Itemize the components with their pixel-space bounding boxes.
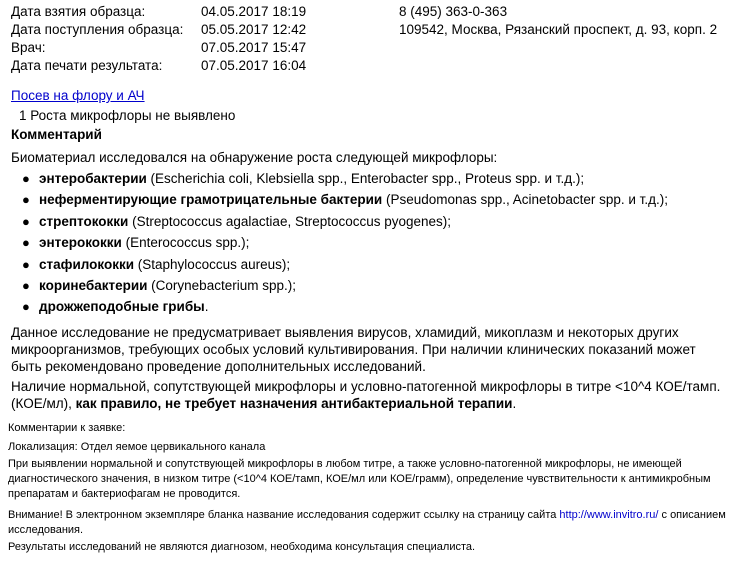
header-value: 07.05.2017 16:04 bbox=[201, 58, 307, 73]
interpretation-emphasis: как правило, не требует назначения антибактериальной терапии bbox=[75, 396, 513, 411]
test-name-link[interactable]: Посев на флору и АЧ bbox=[11, 88, 145, 103]
test-result: 1 Роста микрофлоры не выявлено bbox=[19, 108, 236, 123]
header-label: Дата взятия образца: bbox=[11, 4, 146, 19]
header-label: Дата поступления образца: bbox=[11, 22, 184, 37]
interpretation-paragraph bbox=[11, 378, 726, 412]
microflora-name: энтерококки bbox=[39, 235, 122, 251]
disclaimer: Результаты исследований не являются диагнозом, необходима консультация специалиста. bbox=[8, 541, 476, 553]
comment-heading: Комментарий bbox=[11, 127, 102, 142]
microflora-examples: (Enterococcus spp.); bbox=[121, 235, 250, 251]
microflora-examples: (Pseudomonas spp., Acinetobacter spp. и т.д.); bbox=[382, 192, 668, 208]
interpretation-end: . bbox=[512, 396, 517, 411]
header-label: Врач: bbox=[11, 40, 46, 55]
bullet-icon: ● bbox=[22, 277, 30, 293]
electronic-form-warning bbox=[8, 508, 728, 538]
header-label: Дата печати результата: bbox=[11, 58, 163, 73]
header-value: 04.05.2017 18:19 bbox=[201, 4, 307, 19]
microflora-examples: (Corynebacterium spp.); bbox=[147, 277, 296, 293]
microflora-name: дрожжеподобные грибы bbox=[39, 299, 205, 315]
invitro-site-link[interactable]: http://www.invitro.ru/ bbox=[559, 509, 659, 521]
susceptibility-note: При выявлении нормальной и сопутствующей микрофлоры в любом титре, а также условно-патогенной микрофлоры, не имеющей диагностического значения, в низком титре (<10^4 КОЕ/тамп, КОЕ/мл или КОЕ/грамм), определение чувствительности к антимикробным препаратам и бактериофагам не проводится. bbox=[8, 458, 711, 500]
header-row-sample-taken bbox=[11, 3, 306, 21]
list-item bbox=[22, 189, 668, 210]
comment-intro: Биоматериал исследовался на обнаружение роста следующей микрофлоры: bbox=[11, 150, 498, 165]
bullet-icon: ● bbox=[22, 235, 30, 251]
bullet-icon: ● bbox=[22, 213, 30, 229]
header-row-sample-received bbox=[11, 21, 306, 39]
microflora-name: коринебактерии bbox=[39, 277, 148, 293]
bullet-icon: ● bbox=[22, 171, 30, 186]
header-row-doctor bbox=[11, 39, 306, 57]
warning-text: Внимание! В электронном экземпляре бланка название исследования содержит ссылку на страницу сайта bbox=[8, 509, 560, 521]
list-item bbox=[22, 232, 668, 253]
list-item bbox=[22, 168, 668, 189]
microflora-name: энтеробактерии bbox=[39, 171, 147, 186]
warning-end: с описанием исследования. bbox=[8, 509, 726, 536]
limitations-paragraph: Данное исследование не предусматривает выявления вирусов, хламидий, микоплазм и некоторых других микроорганизмов, требующих особых условий культивирования. При наличии клинических показаний может быть рекомендовано проведение дополнительных исследований. bbox=[11, 325, 696, 374]
microflora-examples: . bbox=[204, 299, 209, 315]
list-item bbox=[22, 211, 668, 232]
bullet-icon: ● bbox=[22, 299, 30, 315]
microflora-examples: (Escherichia coli, Klebsiella spp., Enterobacter spp., Proteus spp. и т.д.); bbox=[146, 171, 585, 186]
list-item bbox=[22, 254, 668, 275]
bullet-icon: ● bbox=[22, 192, 30, 208]
order-comments-title: Комментарии к заявке: bbox=[8, 422, 126, 434]
interpretation-text: Наличие нормальной, сопутствующей микрофлоры и условно-патогенной микрофлоры в титре <10^4 КОЕ/тамп. (КОЕ/мл), bbox=[11, 379, 721, 411]
header-value: 07.05.2017 15:47 bbox=[201, 40, 307, 55]
microflora-examples: (Staphylococcus aureus); bbox=[134, 256, 291, 272]
list-item bbox=[22, 275, 668, 296]
microflora-examples: (Streptococcus agalactiae, Streptococcus pyogenes); bbox=[128, 213, 452, 229]
lab-phone: 8 (495) 363-0-363 bbox=[399, 4, 508, 19]
header-row-print-date bbox=[11, 57, 306, 75]
list-item bbox=[22, 296, 668, 317]
microflora-list bbox=[22, 168, 668, 318]
microflora-name: стафилококки bbox=[39, 256, 135, 272]
bullet-icon: ● bbox=[22, 256, 30, 272]
microflora-name: неферментирующие грамотрицательные бактерии bbox=[39, 192, 383, 208]
lab-address: 109542, Москва, Рязанский проспект, д. 93, корп. 2 bbox=[399, 22, 718, 37]
header-value: 05.05.2017 12:42 bbox=[201, 22, 307, 37]
localization-line: Локализация: Отдел яемое цервикального канала bbox=[8, 441, 266, 453]
microflora-name: стрептококки bbox=[39, 213, 129, 229]
